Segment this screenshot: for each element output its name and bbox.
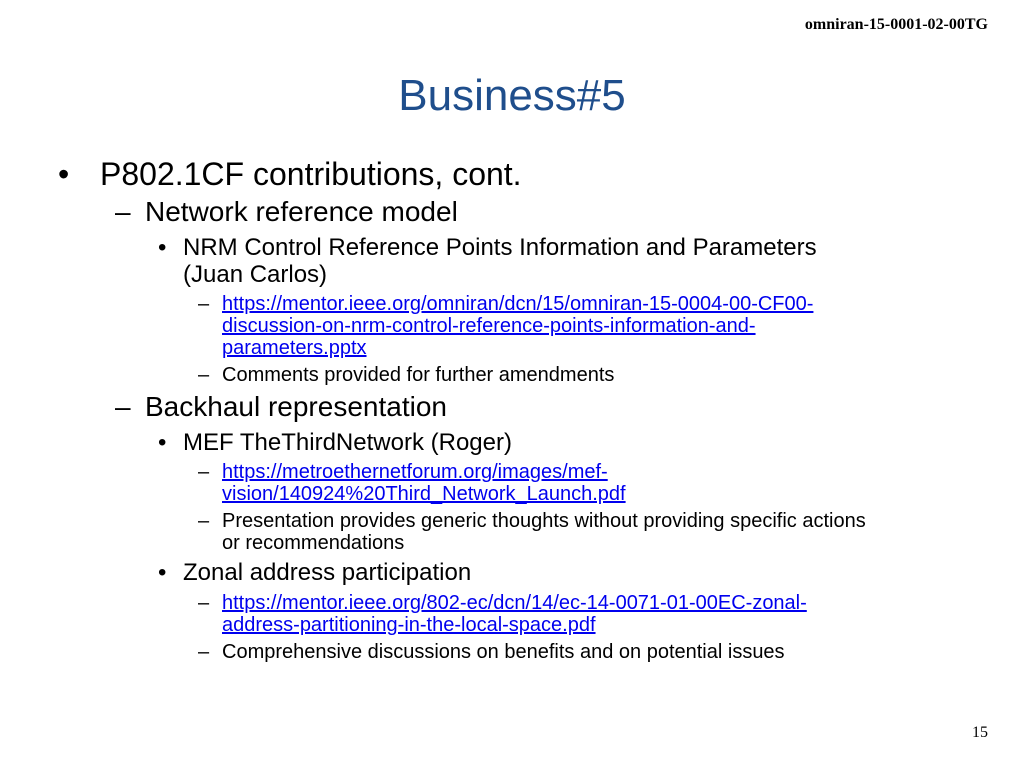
bullet-marker: •: [158, 559, 167, 586]
dash-marker: –: [198, 293, 210, 315]
mef-comment-line2: or recommendations: [222, 532, 405, 554]
dash-marker: –: [198, 641, 210, 663]
subheading-network-reference-model: Network reference model: [145, 196, 458, 227]
bullet-marker: •: [158, 429, 167, 456]
item-nrm-line1: NRM Control Reference Points Information and Parameters: [183, 234, 817, 261]
zonal-comment: Comprehensive discussions on benefits and on potential issues: [222, 641, 785, 663]
dash-marker: –: [198, 510, 210, 532]
dash-marker: –: [115, 391, 131, 422]
page-number: 15: [972, 724, 988, 741]
item-zonal: Zonal address participation: [183, 559, 472, 586]
item-nrm-line2: (Juan Carlos): [183, 261, 328, 288]
dash-marker: –: [115, 196, 131, 227]
nrm-comment: Comments provided for further amendments: [222, 364, 615, 386]
dash-marker: –: [198, 592, 210, 614]
mef-comment-line1: Presentation provides generic thoughts without providing specific actions: [222, 510, 866, 532]
bullet-marker: •: [58, 156, 70, 192]
document-id: omniran-15-0001-02-00TG: [804, 16, 988, 33]
nrm-link-line1[interactable]: https://mentor.ieee.org/omniran/dcn/15/omniran-15-0004-00-CF00-: [222, 293, 814, 315]
nrm-link-line2[interactable]: discussion-on-nrm-control-reference-points-information-and-: [222, 315, 756, 337]
item-mef: MEF TheThirdNetwork (Roger): [183, 429, 512, 456]
nrm-link-line3[interactable]: parameters.pptx: [222, 337, 367, 359]
bullet-marker: •: [158, 234, 167, 261]
slide-title: Business#5: [398, 71, 626, 120]
mef-link-line1[interactable]: https://metroethernetforum.org/images/mef-: [222, 461, 608, 483]
zonal-link-line2[interactable]: address-partitioning-in-the-local-space.pdf: [222, 614, 596, 636]
subheading-backhaul-representation: Backhaul representation: [145, 391, 447, 422]
bullet-p802-1cf: P802.1CF contributions, cont.: [100, 156, 522, 192]
mef-link-line2[interactable]: vision/140924%20Third_Network_Launch.pdf: [222, 483, 626, 505]
dash-marker: –: [198, 364, 210, 386]
zonal-link-line1[interactable]: https://mentor.ieee.org/802-ec/dcn/14/ec-14-0071-01-00EC-zonal-: [222, 592, 807, 614]
dash-marker: –: [198, 461, 210, 483]
